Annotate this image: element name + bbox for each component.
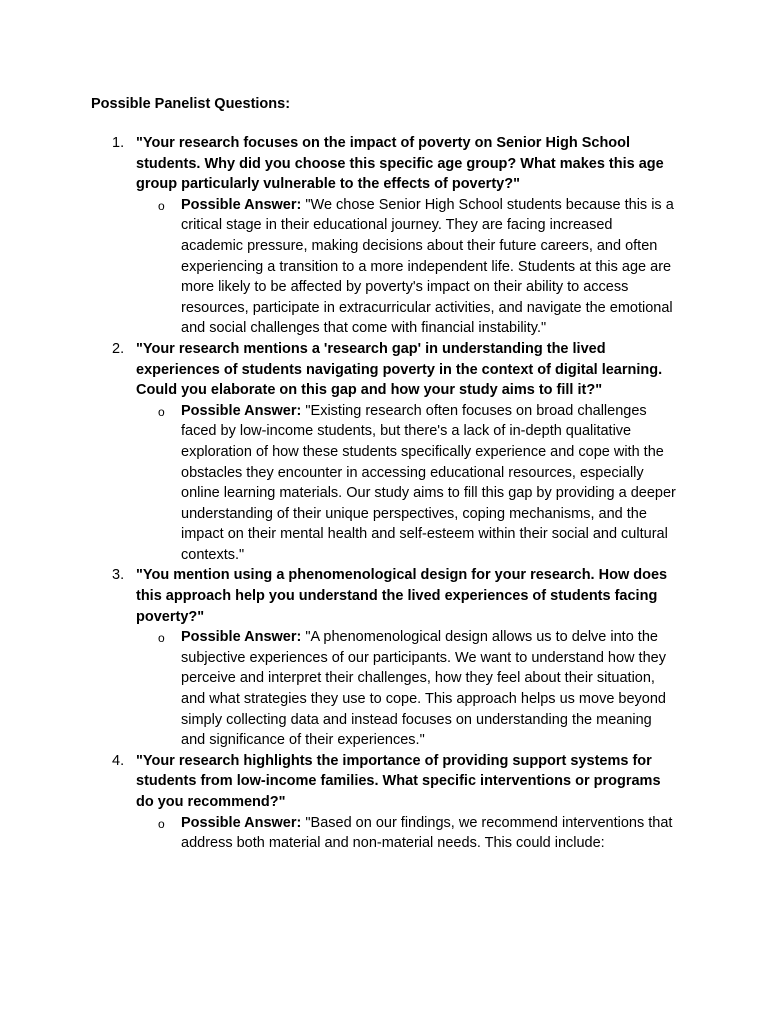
answer-text: "Based on our findings, we recommend interventions that address both material and non-material needs. This could include: [181, 814, 673, 852]
question-number: 3. [112, 567, 125, 584]
answer-item [136, 195, 678, 339]
answer-text: "We chose Senior High School students because this is a critical stage in their educational journey. They are facing increased academic pressure, making decisions about their future careers, and often experiencing a transition to a more independent life. Students at this age are more likely to be affected by poverty's impact on their ability to access resources, participate in extracurricular activities, and navigate the emotional and social challenges that come with financial instability." [181, 196, 674, 337]
question-text: "Your research highlights the importance of providing support systems for students from low-income families. What specific interventions or programs do you recommend?" [136, 752, 661, 810]
answer-paragraph [181, 813, 678, 854]
answer-paragraph [181, 627, 678, 751]
question-item-3 [0, 565, 681, 750]
answer-text: "Existing research often focuses on broad challenges faced by low-income students, but there's a lack of in-depth qualitative exploration of how these students specifically experience and cope with the obstacles they encounter in accessing educational resources, especially online learning materials. Our study aims to fill this gap by providing a deeper understanding of their unique perspectives, coping mechanisms, and the impact on their mental health and self-esteem within their social and cultural contexts." [181, 402, 676, 563]
answer-paragraph [181, 195, 678, 339]
question-item-2 [0, 339, 681, 566]
question-list [0, 133, 768, 854]
question-number: 2. [112, 340, 125, 357]
answer-item [136, 627, 678, 751]
question-text: "Your research focuses on the impact of poverty on Senior High School students. Why did you choose this specific age group? What makes this age group particularly vulnerable to the effects of poverty?" [136, 135, 664, 193]
answer-paragraph [181, 401, 678, 566]
answer-item [136, 401, 678, 566]
answer-item [136, 813, 678, 854]
hollow-bullet-icon: o [158, 404, 165, 419]
hollow-bullet-icon: o [158, 816, 165, 831]
answer-list [136, 813, 681, 854]
question-number: 4. [112, 752, 125, 769]
hollow-bullet-icon: o [158, 631, 165, 646]
document-title: Possible Panelist Questions: [91, 96, 291, 112]
question-text: "Your research mentions a 'research gap' in understanding the lived experiences of students navigating poverty in the context of digital learning. Could you elaborate on this gap and how your study aims to fill it?" [136, 340, 663, 399]
answer-label: Possible Answer: [181, 402, 302, 419]
question-number: 1. [112, 135, 125, 151]
question-item-1 [0, 133, 681, 339]
hollow-bullet-icon: o [158, 198, 165, 213]
answer-list [136, 401, 681, 566]
answer-list [136, 627, 681, 751]
answer-label: Possible Answer: [181, 196, 302, 213]
answer-text: "A phenomenological design allows us to delve into the subjective experiences of our participants. We want to understand how they perceive and interpret their challenges, how they feel about their situation, and what strategies they use to cope. This approach helps us move beyond simply collecting data and instead focuses on understanding the meaning and significance of their experiences." [181, 629, 666, 749]
answer-list [136, 195, 681, 339]
question-item-4 [0, 751, 681, 854]
question-text: "You mention using a phenomenological design for your research. How does this approach help you understand the lived experiences of students facing poverty?" [136, 567, 668, 625]
answer-label: Possible Answer: [181, 814, 302, 831]
answer-label: Possible Answer: [181, 629, 302, 646]
